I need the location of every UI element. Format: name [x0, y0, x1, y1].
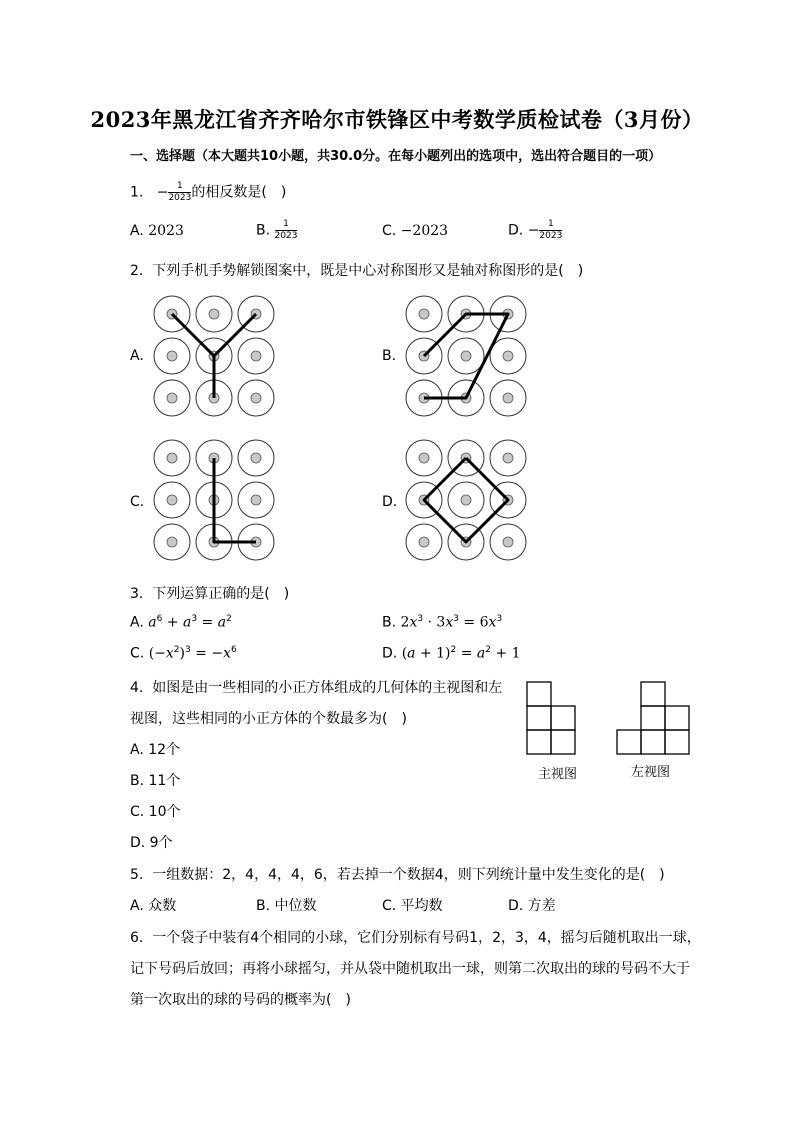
option-a[interactable]: A. 2023 [130, 223, 184, 239]
option-d[interactable]: D. $(a + 1)^2 = a^2 + 1$ [382, 645, 521, 662]
unlock-pattern-a [150, 294, 278, 420]
grid-dot [251, 495, 261, 505]
grid-dot [167, 537, 177, 547]
grid-dot [503, 351, 513, 361]
option-b-label[interactable]: B. [382, 348, 397, 364]
front-view-caption: 主视图 [538, 767, 578, 782]
question-6-line2: 记下号码后放回；再将小球摇匀，并从袋中随机取出一球，则第二次取出的球的号码不大于 [130, 961, 690, 977]
option-b[interactable]: B. 11个 [130, 773, 181, 789]
grid-dot [419, 537, 429, 547]
grid-dot [251, 351, 261, 361]
fraction: $\frac{1}{2023}$ [168, 181, 192, 203]
option-d-label[interactable]: D. [382, 494, 398, 510]
option-c[interactable]: C. 平均数 [382, 898, 443, 914]
question-stem: 的相反数是( ) [191, 184, 287, 201]
question-1: 1. − $\frac{1}{2023}$ 的相反数是( ) [130, 181, 287, 203]
question-3: 3. 下列运算正确的是( ) [130, 586, 290, 602]
grid-dot [167, 453, 177, 463]
option-d[interactable]: D. 方差 [508, 898, 556, 914]
left-view-caption: 左视图 [631, 765, 671, 780]
option-d[interactable]: D. 9个 [130, 835, 173, 851]
option-a[interactable]: A. 12个 [130, 742, 181, 758]
left-view-figure [616, 680, 692, 756]
option-c-label[interactable]: C. [130, 494, 145, 510]
option-b[interactable]: B. $\frac{1}{2023}$ [256, 219, 298, 241]
question-4: 4. 如图是由一些相同的小正方体组成的几何体的主视图和左 [130, 680, 503, 696]
grid-dot [503, 537, 513, 547]
option-b[interactable]: B. 中位数 [256, 898, 317, 914]
unlock-pattern-b [402, 294, 530, 420]
grid-dot [419, 309, 429, 319]
option-c[interactable]: C. 10个 [130, 804, 181, 820]
page-title: 2023年黑龙江省齐齐哈尔市铁锋区中考数学质检试卷（3月份） [90, 107, 704, 132]
front-view-figure [526, 680, 578, 756]
unlock-pattern-c [150, 438, 278, 564]
option-c[interactable]: C. $(-x^2)^3 = -x^6$ [130, 645, 237, 662]
grid-dot [209, 309, 219, 319]
option-b[interactable]: B. $2x^3 \cdot 3x^3 = 6x^3$ [382, 614, 503, 631]
option-a[interactable]: A. 众数 [130, 898, 177, 914]
grid-dot [167, 495, 177, 505]
option-a-label[interactable]: A. [130, 348, 144, 364]
option-d[interactable]: D. − $\frac{1}{2023}$ [508, 219, 563, 241]
question-6-line3: 第一次取出的球的号码的概率为( ) [130, 992, 351, 1008]
grid-dot [251, 393, 261, 403]
option-c[interactable]: C. −2023 [382, 223, 449, 239]
grid-dot [503, 453, 513, 463]
unlock-pattern-d [402, 438, 530, 564]
grid-dot [167, 393, 177, 403]
question-5: 5. 一组数据：2，4，4，4，6，若去掉一个数据4，则下列统计量中发生变化的是( ) [130, 867, 665, 883]
question-2: 2. 下列手机手势解锁图案中，既是中心对称图形又是轴对称图形的是( ) [130, 263, 584, 279]
grid-dot [251, 453, 261, 463]
grid-dot [503, 393, 513, 403]
grid-dot [167, 351, 177, 361]
grid-dot [419, 453, 429, 463]
option-a[interactable]: A. $a^6 + a^3 = a^2$ [130, 614, 232, 631]
section-heading: 一、选择题（本大题共10小题，共30.0分。在每小题列出的选项中，选出符合题目的一项） [130, 149, 662, 164]
grid-dot [461, 495, 471, 505]
question-6: 6. 一个袋子中装有4个相同的小球，它们分别标有号码1，2，3，4，摇匀后随机取出一球， [130, 930, 701, 946]
question-number: 1. [130, 184, 144, 201]
question-4-line2: 视图，这些相同的小正方体的个数最多为( ) [130, 711, 407, 727]
grid-dot [461, 351, 471, 361]
